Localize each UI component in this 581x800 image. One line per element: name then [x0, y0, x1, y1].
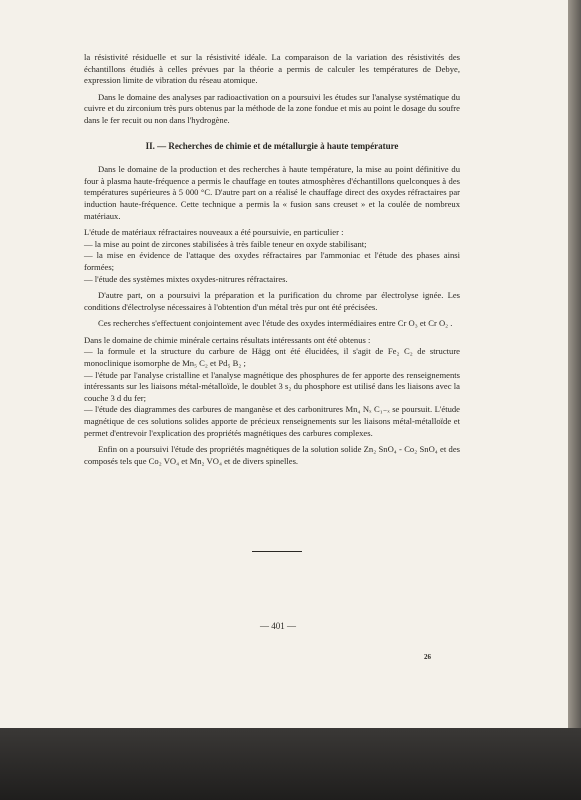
intro-paragraph-1: la résistivité résiduelle et sur la résistivité idéale. La comparaison de la variation des résistivités des échantillons étudiés à celles prévues par la théorie a permis de calculer les températures de Debye, expression limite de vibration du réseau atomique. — [84, 52, 460, 86]
refractory-item: — la mise au point de zircones stabilisées à très faible teneur en oxyde stabilisant; — [84, 238, 367, 249]
refractory-item: — la mise en évidence de l'attaque des oxydes réfractaires par l'ammoniac et l'étude des phases ainsi formées; — [84, 250, 460, 272]
refractory-intro: L'étude de matériaux réfractaires nouveaux a été poursuivie, en particulier : — [84, 227, 344, 238]
section-end-rule — [252, 551, 302, 552]
page-number: — 401 — — [260, 621, 296, 631]
sheet-number: 26 — [424, 653, 431, 661]
mineral-item: — l'étude par l'analyse cristalline et l'analyse magnétique des phosphures de fer apporte des renseignements intéressants sur les liaisons métal-métalloïde, le doublet 3 s₂ du phosphore est utilisé dans les liaisons avec la couche 3 d du fer; — [84, 369, 460, 403]
mineral-intro: Dans le domaine de chimie minérale certains résultats intéressants ont été obtenus : — [84, 334, 371, 345]
body-text — [84, 52, 460, 472]
paragraph-final: Enfin on a poursuivi l'étude des propriétés magnétiques de la solution solide Zn₂ SnO₄ - Co₂ SnO₄ et des composés tels que Co₂ VO₄ et Mn₂ VO₄ et de divers spinelles. — [84, 444, 460, 466]
mineral-item: — la formule et la structure du carbure de Hägg ont été élucidées, il s'agit de Fe₂ C₂ de structure monoclinique isomorphe de Mn₅ C₂ et Pd₅ B₂ ; — [84, 346, 460, 369]
paragraph-chrome: D'autre part, on a poursuivi la préparation et la purification du chrome par électrolyse ignée. Les conditions d'électrolyse nécessaires à l'obtention d'un métal très pur ont été précisées. — [84, 290, 460, 312]
paragraph-mineral — [84, 335, 460, 439]
section-heading: II. — Recherches de chimie et de métallurgie à haute température — [145, 140, 399, 151]
refractory-item: — l'étude des systèmes mixtes oxydes-nitrures réfractaires. — [84, 273, 288, 284]
page-edge-shadow — [568, 0, 581, 728]
paragraph-refractory — [84, 227, 460, 285]
scan-background — [0, 728, 581, 800]
mineral-item: — l'étude des diagrammes des carbures de manganèse et des carbonitrures Mn₄ Nₓ C₁₋ₓ se poursuit. L'étude magnétique de ces solutions solides apporte de précieux renseignements sur les liaisons métal-métalloïde et permet d'entrevoir l'explication des propriétés magnétiques des carbures complexes. — [84, 404, 460, 438]
intro-paragraph-2: Dans le domaine des analyses par radioactivation on a poursuivi les études sur l'analyse systématique du cuivre et du zirconium très purs obtenus par la méthode de la zone fondue et mis au point le dosage du soufre dans le fer recuit ou non dans l'hydrogène. — [84, 91, 460, 125]
paragraph-oxides: Ces recherches s'effectuent conjointement avec l'étude des oxydes intermédiaires entre Cr O₃ et Cr O₂ . — [98, 318, 453, 329]
paragraph-plasma: Dans le domaine de la production et des recherches à haute température, la mise au point définitive du four à plasma haute-fréquence a permis le chauffage en toutes atmosphères d'échantillons quelconques à des températures supérieures à 5 000 °C. D'autre part on a réalisé le chauffage direct des oxydes réfractaires par induction haute-fréquence. Cette technique a permis la « fusion sans creuset » et la coulée de nombreux matériaux. — [84, 164, 460, 221]
